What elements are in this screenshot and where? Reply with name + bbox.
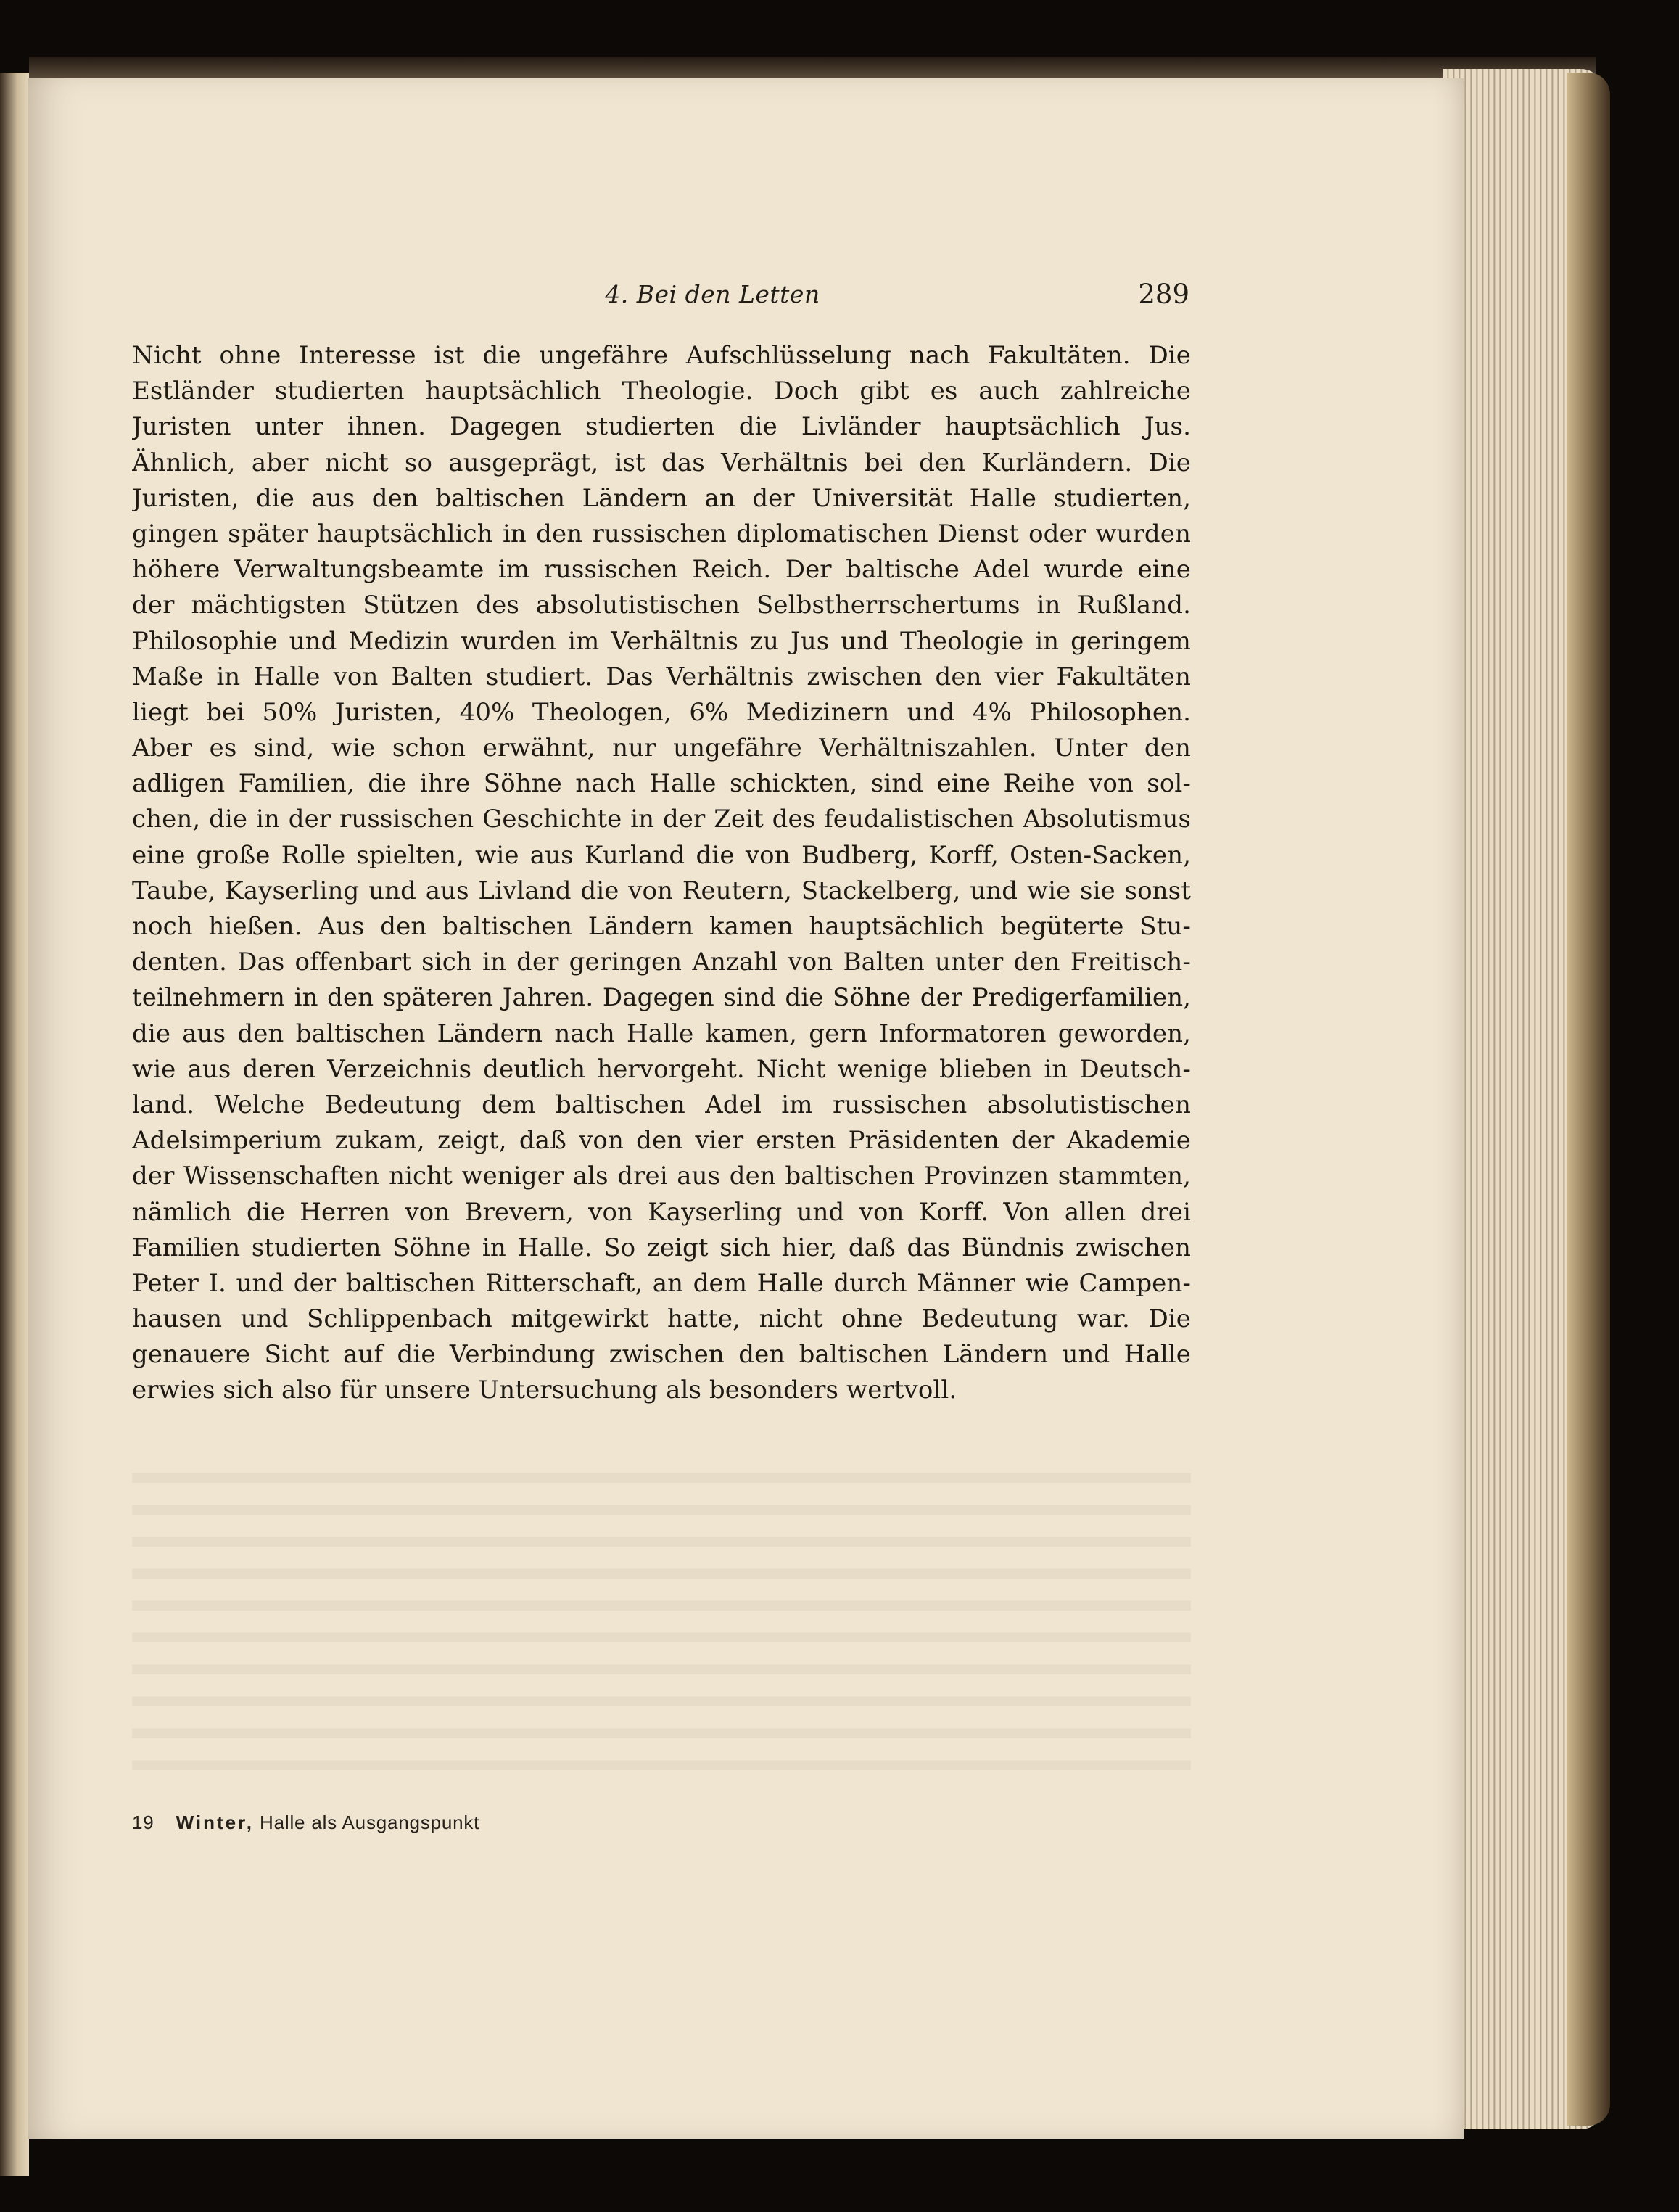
text-line: adligen Familien, die ihre Söhne nach Halle schickten, sind eine Reihe von sol- (132, 769, 1191, 799)
signature-line (132, 1812, 479, 1834)
text-line: Estländer studierten hauptsächlich Theologie. Doch gibt es auch zahlreiche (132, 377, 1191, 406)
text-line: erwies sich also für unsere Untersuchung als besonders wertvoll. (132, 1376, 957, 1405)
text-line: höhere Verwaltungsbeamte im russischen Reich. Der baltische Adel wurde eine (132, 555, 1191, 585)
text-line: genauere Sicht auf die Verbindung zwischen den baltischen Ländern und Halle (132, 1340, 1191, 1370)
left-page-edge (0, 73, 29, 2176)
text-line: Taube, Kayserling und aus Livland die von Reutern, Stackelberg, und wie sie sonst (132, 876, 1191, 905)
text-line: Aber es sind, wie schon erwähnt, nur ungefähre Verhältniszahlen. Unter den (132, 733, 1191, 763)
page-stack-rim (1567, 73, 1610, 2126)
text-line: der Wissenschaften nicht weniger als drei aus den baltischen Provinzen stammten, (132, 1161, 1191, 1191)
text-line: Juristen unter ihnen. Dagegen studierten die Livländer hauptsächlich Jus. (132, 412, 1191, 442)
body-text (132, 338, 1191, 1409)
text-line: denten. Das offenbart sich in der geringen Anzahl von Balten unter den Freitisch- (132, 947, 1191, 977)
text-line: nämlich die Herren von Brevern, von Kayserling und von Korff. Von allen drei (132, 1197, 1191, 1227)
text-line: hausen und Schlippenbach mitgewirkt hatte, nicht ohne Bedeutung war. Die (132, 1304, 1191, 1334)
signature-number: 19 (132, 1812, 154, 1833)
signature-author: Winter, (176, 1812, 255, 1833)
text-line: liegt bei 50% Juristen, 40% Theologen, 6% Medizinern und 4% Philosophen. (132, 697, 1191, 727)
running-head (134, 280, 1189, 316)
text-line: Philosophie und Medizin wurden im Verhältnis zu Jus und Theologie in geringem (132, 626, 1191, 656)
running-title: 4. Bei den Letten (605, 280, 820, 308)
text-line: Nicht ohne Interesse ist die ungefähre Aufschlüsselung nach Fakultäten. Die (132, 341, 1191, 370)
page-number: 289 (1138, 279, 1189, 310)
text-line: Juristen, die aus den baltischen Ländern an der Universität Halle studierten, (132, 483, 1191, 513)
text-line: Ähnlich, aber nicht so ausgeprägt, ist das Verhältnis bei den Kurländern. Die (132, 448, 1191, 477)
text-line: chen, die in der russischen Geschichte in der Zeit des feudalistischen Absolutismus (132, 805, 1191, 834)
text-line: Adelsimperium zukam, zeigt, daß von den vier ersten Präsidenten der Akademie (132, 1126, 1191, 1156)
text-line: der mächtigsten Stützen des absolutistischen Selbstherrschertums in Rußland. (132, 591, 1191, 620)
text-line: land. Welche Bedeutung dem baltischen Adel im russischen absolutistischen (132, 1090, 1191, 1119)
text-line: gingen später hauptsächlich in den russischen diplomatischen Dienst oder wurden (132, 519, 1191, 548)
text-line: wie aus deren Verzeichnis deutlich hervorgeht. Nicht wenige blieben in Deutsch- (132, 1054, 1191, 1084)
signature-title: Halle als Ausgangspunkt (260, 1812, 480, 1833)
text-line: noch hießen. Aus den baltischen Ländern kamen hauptsächlich begüterte Stu- (132, 912, 1191, 941)
text-line: Maße in Halle von Balten studiert. Das Verhältnis zwischen den vier Fakultäten (132, 662, 1191, 691)
text-line: teilnehmern in den späteren Jahren. Dagegen sind die Söhne der Predigerfamilien, (132, 983, 1191, 1013)
text-line: Familien studierten Söhne in Halle. So zeigt sich hier, daß das Bündnis zwischen (132, 1233, 1191, 1262)
text-line: die aus den baltischen Ländern nach Halle kamen, gern Informatoren geworden, (132, 1019, 1191, 1048)
text-line: Peter I. und der baltischen Ritterschaft, an dem Halle durch Männer wie Campen- (132, 1268, 1191, 1298)
text-line: eine große Rolle spielten, wie aus Kurland die von Budberg, Korff, Osten-Sacken, (132, 840, 1191, 870)
